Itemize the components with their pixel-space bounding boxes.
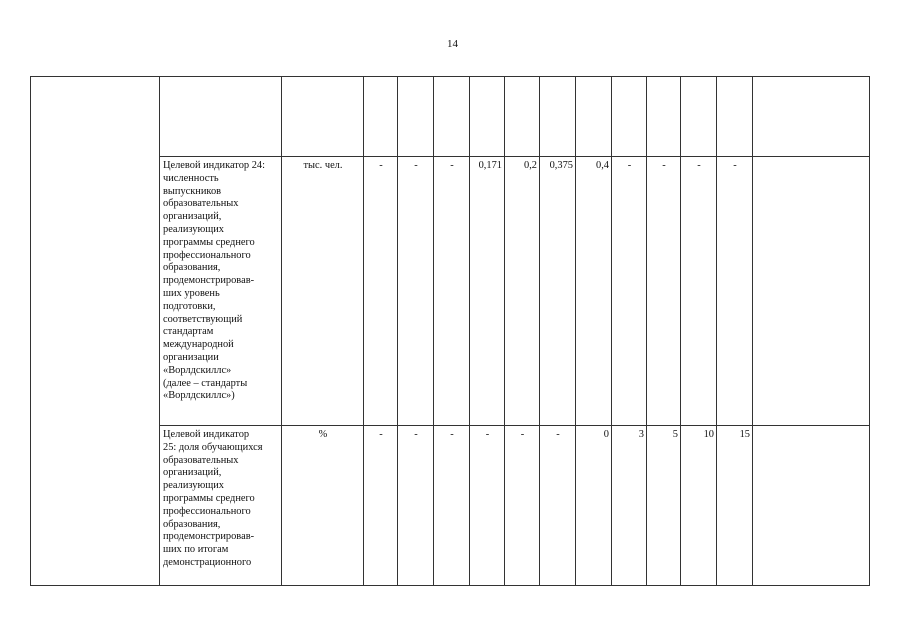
indicator-name-line: продемонстрировав-	[163, 275, 255, 287]
indicator-name-line: 25: доля обучающихся	[163, 441, 263, 453]
indicator-name-line: профессионального	[163, 505, 251, 517]
value-cell	[717, 77, 753, 157]
indicator-name-line: профессионального	[163, 249, 251, 261]
indicator-name-line: «Ворлдскиллс»)	[163, 390, 235, 402]
program-cell	[31, 77, 160, 586]
indicator-name-line: ших уровень	[163, 287, 220, 299]
indicator-name-line: численность	[163, 172, 219, 184]
value-cell: -	[434, 157, 470, 426]
indicator-name-line: реализующих	[163, 480, 224, 492]
value-cell	[505, 77, 540, 157]
indicator-name-line: организаций,	[163, 211, 222, 223]
indicator-name-cell	[160, 426, 282, 586]
value-cell: 0	[576, 426, 612, 586]
value-cell	[612, 77, 647, 157]
unit-cell: тыс. чел.	[282, 157, 364, 426]
value-cell	[470, 77, 505, 157]
value-cell: 0,171	[470, 157, 505, 426]
indicator-name-line: выпускников	[163, 185, 222, 197]
value-cell: -	[717, 157, 753, 426]
indicator-name-line: (далее – стандарты	[163, 377, 248, 389]
value-cell: -	[398, 426, 434, 586]
indicator-name-line: ших по итогам	[163, 544, 229, 556]
value-cell	[540, 77, 576, 157]
indicator-name-line: международной	[163, 339, 234, 351]
value-cell: -	[612, 157, 647, 426]
indicator-name-line: Целевой индикатор 24:	[163, 160, 265, 171]
value-cell: -	[364, 157, 398, 426]
value-cell: 5	[647, 426, 681, 586]
indicator-name-cell	[160, 77, 282, 157]
indicator-name-line: Целевой индикатор	[163, 429, 250, 440]
table-row	[31, 77, 870, 157]
indicator-name-line: образовательных	[163, 198, 239, 210]
unit-cell: %	[282, 426, 364, 586]
indicator-name-line: образовательных	[163, 454, 239, 466]
value-cell	[398, 77, 434, 157]
indicator-name-line: организаций,	[163, 467, 222, 479]
indicator-name-line: реализующих	[163, 223, 224, 235]
indicator-name-line: организации	[163, 351, 219, 363]
value-cell: -	[470, 426, 505, 586]
indicator-name-line: «Ворлдскиллс»	[163, 364, 232, 376]
indicators-table	[30, 76, 870, 586]
value-cell: 10	[681, 426, 717, 586]
indicator-name-line: соответствующий	[163, 313, 243, 325]
value-cell: -	[681, 157, 717, 426]
value-cell	[434, 77, 470, 157]
indicator-name-line: демонстрационного	[163, 556, 252, 568]
value-cell: 0,2	[505, 157, 540, 426]
value-cell: -	[364, 426, 398, 586]
value-cell: 0,4	[576, 157, 612, 426]
value-cell	[753, 77, 870, 157]
indicator-name-line: образования,	[163, 262, 221, 274]
value-cell	[364, 77, 398, 157]
value-cell	[647, 77, 681, 157]
page-number: 14	[447, 38, 458, 50]
value-cell	[753, 157, 870, 426]
value-cell	[576, 77, 612, 157]
value-cell: -	[647, 157, 681, 426]
value-cell	[753, 426, 870, 586]
indicator-name-line: программы среднего	[163, 236, 255, 248]
indicator-name-line: подготовки,	[163, 300, 216, 312]
value-cell: -	[505, 426, 540, 586]
value-cell: -	[540, 426, 576, 586]
value-cell: 15	[717, 426, 753, 586]
indicator-name-line: стандартам	[163, 326, 214, 338]
value-cell: -	[434, 426, 470, 586]
indicator-name-line: продемонстрировав-	[163, 531, 255, 543]
value-cell: 0,375	[540, 157, 576, 426]
value-cell: -	[398, 157, 434, 426]
indicator-name-line: программы среднего	[163, 492, 255, 504]
indicator-name-cell	[160, 157, 282, 426]
value-cell: 3	[612, 426, 647, 586]
value-cell	[681, 77, 717, 157]
indicator-name-line: образования,	[163, 518, 221, 530]
unit-cell	[282, 77, 364, 157]
